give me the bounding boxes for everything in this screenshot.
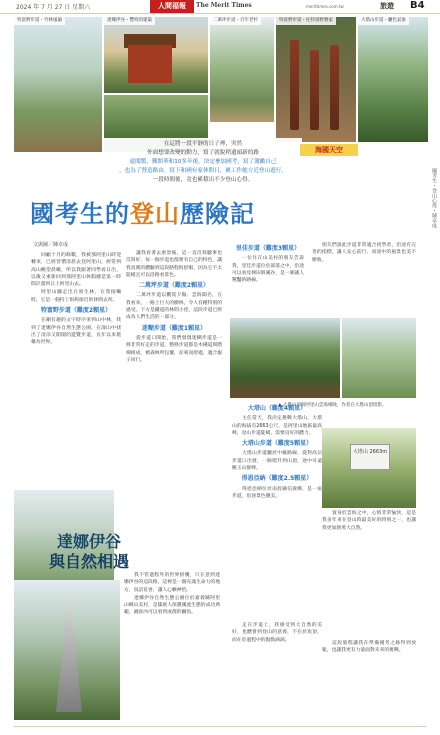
side-credit: 國考生・登山心得・陳卓成	[431, 168, 437, 228]
building-wall	[128, 45, 172, 83]
paragraph: 二萬坪步道以觀賞夕陽、雲海聞名，在我看來，一路上巨大的樹林，令人有種特別的感受。下方是鐵道的林間小徑，這段步道已經成為人們生活的一部分。	[126, 293, 222, 321]
intro-line: 一段時間後，竟也累積出不少登山心得。	[152, 177, 254, 183]
photo-old-cedar	[210, 17, 274, 122]
subheading: 特富野步道（難度2顆星）	[40, 307, 112, 315]
photo-caption: 大塔山步道・驪色氣象	[358, 17, 409, 25]
scenic-tag: 海國天空	[300, 144, 358, 156]
paragraph: 阿里山腳走出在原生林，在我接觸時，它是一個持上很夠接近的休閒去所。	[31, 290, 121, 303]
intro-line: 遠聞驚，難開華和10多年後，決定參加國考，寫了激勵自己	[129, 159, 277, 165]
intro-block	[104, 138, 302, 188]
photo-caption: 二萬坪步道・百年老杉	[210, 17, 261, 25]
title-part: 國考生的	[30, 199, 130, 228]
intro-line: ，也為了營造路由，寫下和國有家休假日，累工作她方近登山遊行，	[119, 168, 287, 174]
photo-caption: ▲ 大塔山頂與阿里山雲海相映，作者在大塔山頂留影。	[278, 403, 387, 408]
paragraph: 在剛有趣的文字時序來到山中林，我到了達娜伊谷自然生態公園，在深山中找出了清涼又開闊的遊覽步道，長年以來堪稱為世界。	[31, 318, 121, 346]
article-column	[322, 640, 416, 722]
title-part: 歷險記	[180, 199, 255, 228]
summit-sign: 大塔山 2663m	[350, 444, 390, 470]
intro-line: 外面想要改變的動力，寫了就脫稍遺頭新的路	[147, 150, 259, 156]
byline: 文與圖／陳卓成	[33, 242, 69, 248]
subheading: 二萬坪步道（難度2顆星）	[138, 282, 210, 290]
photo-bamboo-trail	[14, 17, 102, 152]
paragraph: 主任當天，我決定挑戰大塔山，大塔山的海拔有2663公尺，是阿里山地區最高峰，登山步道陡峭，需要良好的體力。	[232, 416, 322, 436]
article-column	[232, 402, 322, 620]
paragraph: 我不管過程外的世界紛擾，只在意到達娜伊谷的這段路，這裡是一個充滿生命力的地方，鳥語花香，讓人心曠神怡。	[124, 573, 220, 593]
paragraph: 得恩亞納位於南投縣信義鄉，是一座步道，沿途景色優美。	[232, 486, 322, 499]
subheading: 迷糊步道（難度1顆星）	[141, 324, 207, 332]
section-title-line: 與自然相遇	[48, 552, 129, 571]
article-column	[232, 622, 322, 722]
article-column	[126, 250, 222, 552]
title-accent: 登山	[130, 199, 180, 228]
paragraph: 這段旅程讓我在準備國考之餘得到放鬆，也讓我更有力量面對未來的挑戰。	[322, 641, 416, 654]
issue-date: 2024 年 7 月 27 日 星期六	[16, 4, 91, 11]
page-header	[0, 0, 440, 14]
article-column	[232, 242, 304, 317]
paragraph: 走在步道上，我感受到大自然的美好，也體會到登山的意義，不在於攻頂，而在於過程中的點點滴滴。	[232, 623, 322, 643]
intro-line: 在這將一段平靜的日子裡，突然	[163, 141, 243, 147]
paragraph: 從步道口開始，我們發現迷糊步道是一條非常好走的步道，整條步道都是木棧道與階梯組成，被森林所包覆，涼爽而舒適，適合親子同行。	[126, 335, 222, 363]
page-number: B4	[410, 0, 425, 11]
photo-summit	[342, 318, 416, 398]
totem-pole	[290, 40, 299, 130]
paragraph: 一位住在山美村的朋友告訴我，里佳步道位於部落之中，沿途可以看見梯田與溪谷，是一條讓人驚豔的路線。	[232, 256, 304, 284]
section-title	[31, 532, 147, 572]
subheading: 得恩亞納（難度2.5顆星）	[241, 475, 313, 483]
photo-caption: 達娜伊谷・豐特的建築	[104, 17, 155, 25]
page-title	[30, 194, 280, 230]
footer-divider	[14, 726, 426, 727]
subheading: 里佳步道（難度3顆星）	[235, 245, 301, 252]
photo-caption: 特富野步道・竹林風韻	[14, 17, 65, 25]
paragraph: 回顧十月的餘數，我被那阿里山時迎轉來，已經習慣清晨去登阿里山，經常到高山眺望晨曦，所以我跟著同學看日出，以後又重新回到那阿里山休假總是第一時間計畫到日上阿里山去。	[31, 253, 121, 288]
paragraph: 朋友們說此步道非常適合初學者，沿途有完善的指標，讓人安心前行，而途中的風景也美不勝收。	[312, 243, 416, 263]
photo-caption: 特富野步道・往特富野雅家	[276, 17, 336, 25]
paragraph: 置身於雲海之中，心情非常愉快，這是我多年來在登山時最美好的時刻之一，也讓我更加熱愛大自然。	[322, 511, 416, 531]
section-name: 旅遊	[380, 2, 394, 10]
paragraph: 達娜伊谷自然生態公園位於嘉義縣阿里山鄉山美村，是鄒族人保護溪流生態的成功典範，園區內可以看到成群的鯝魚。	[124, 595, 220, 616]
paragraph: 大塔山步道屬於中級路線，從對高岳步道口出發，一路爬升到山頂，途中可遠眺玉山群峰。	[232, 451, 322, 472]
newspaper-logo: 人間福報	[150, 0, 194, 13]
section-title-line: 達娜伊谷	[56, 532, 121, 551]
article-column	[322, 510, 416, 640]
article-column	[312, 242, 416, 317]
photo-mountain-weather	[358, 17, 428, 142]
subheading: 大塔山步道（難度5顆星）	[241, 440, 313, 448]
totem-pole	[310, 50, 319, 130]
totem-pole	[330, 45, 339, 130]
photo-forest-trail	[230, 318, 340, 398]
article-column	[31, 252, 121, 484]
newspaper-english-name: The Merit Times	[196, 2, 252, 9]
website-url: merittimes.com.tw	[306, 4, 344, 9]
paragraph: 讓我看著去重景後，這一直沒寫聽事也沒寫好，每一個步道也都要有自己的特色，讓我真實的體驗到這段路程很舒服，因為它不太陡峭且可以沿路看景色。	[126, 251, 222, 278]
subheading: 大塔山（難度4顆星）	[247, 405, 307, 412]
article-column	[124, 572, 220, 722]
